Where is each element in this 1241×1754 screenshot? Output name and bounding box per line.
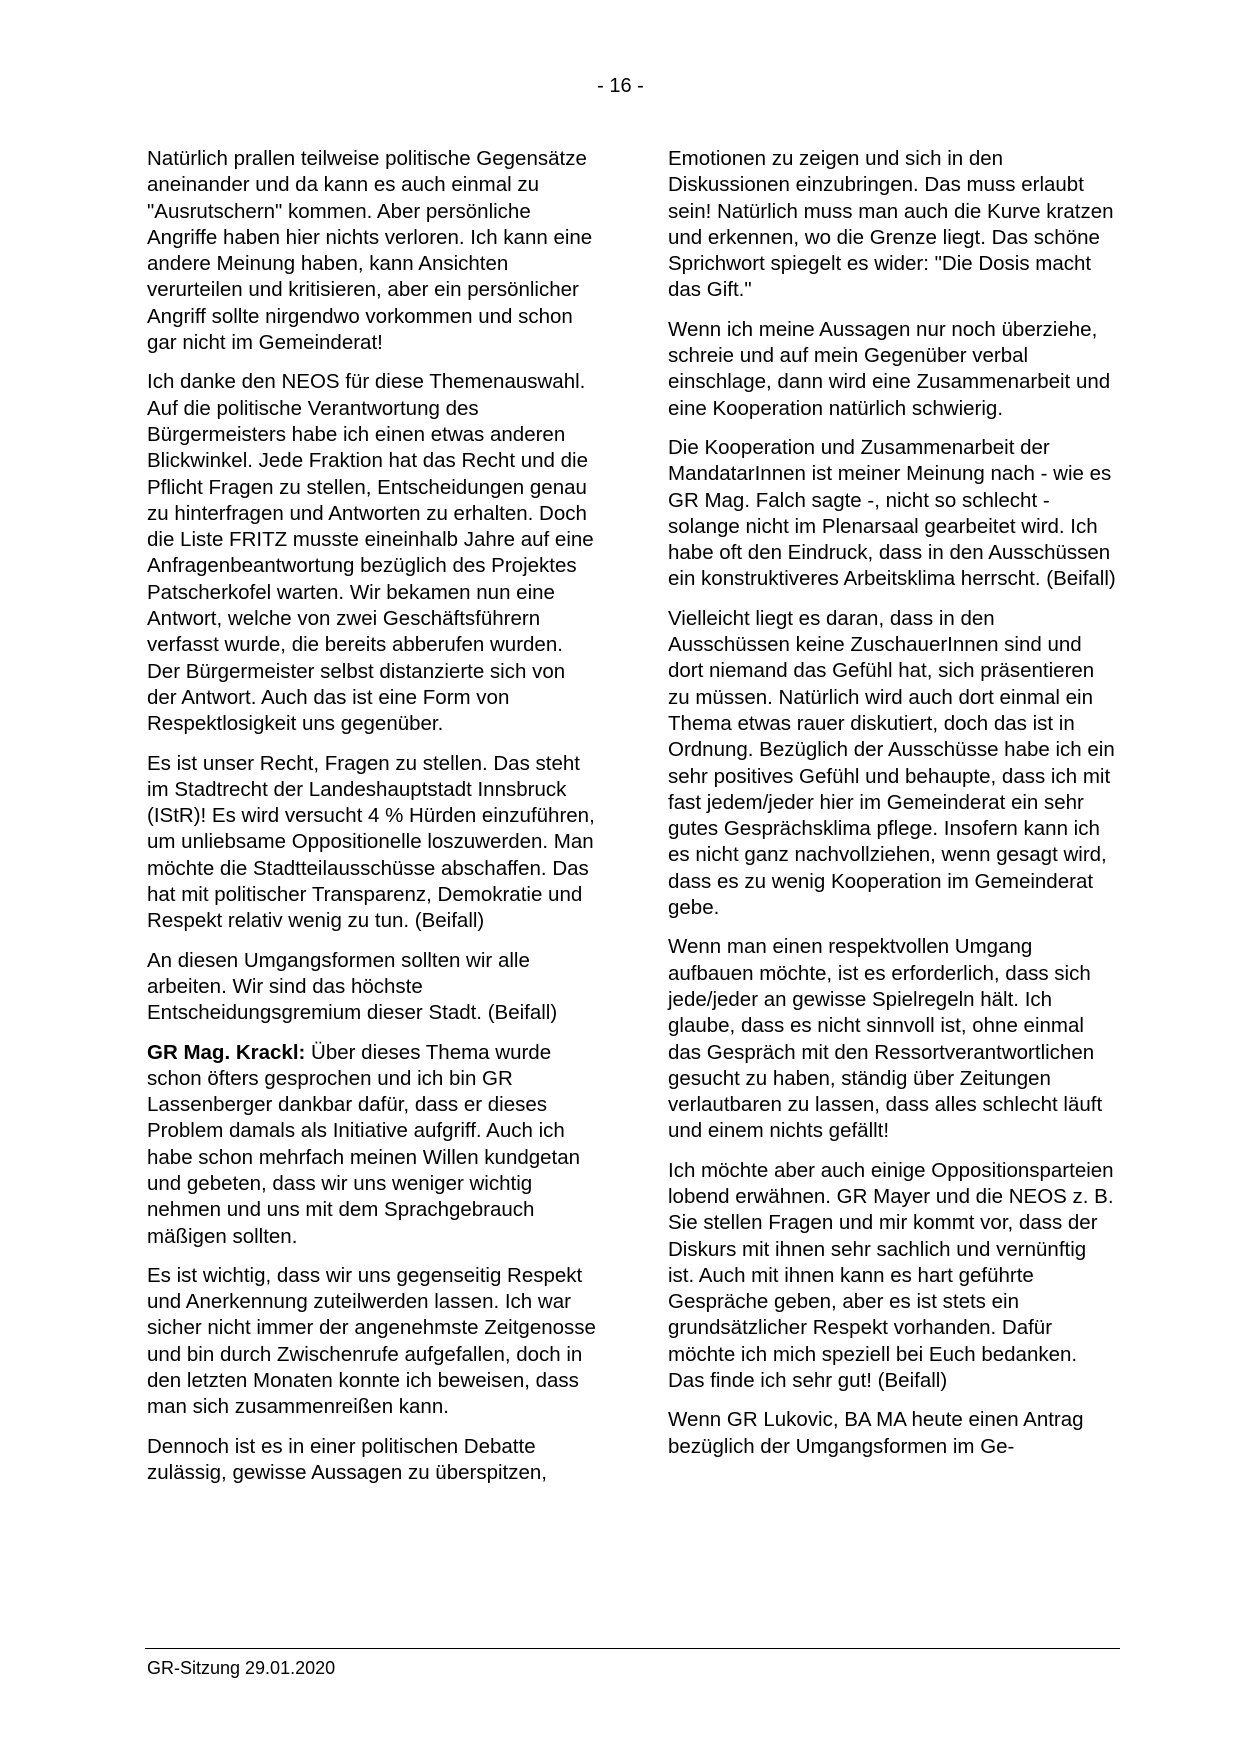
paragraph: Die Kooperation und Zusammenarbeit der MandatarInnen ist meiner Meinung nach - wie es GR Mag. Falch sagte -, nicht so schlecht - solange nicht im Plenarsaal gearbeitet wird. Ich habe oft den Eindruck, dass in den Ausschüssen ein konstruktiveres Arbeitsklima herrscht. (Beifall) bbox=[668, 435, 1116, 591]
paragraph: Ich danke den NEOS für diese Themenauswahl. Auf die politische Verantwortung des Bürgermeisters habe ich einen etwas anderen Blickwinkel. Jede Fraktion hat das Recht und die Pflicht Fragen zu stellen, Entscheidungen genau zu hinterfragen und Antworten zu erhalten. Doch die Liste FRITZ musste eineinhalb Jahre auf eine Anfragenbeantwortung bezüglich des Projektes Patscherkofel warten. Wir bekamen nun eine Antwort, welche von zwei Geschäftsführern verfasst wurde, die bereits abberufen wurden. Der Bürgermeister selbst distanzierte sich von der Antwort. Auch das ist eine Form von Respektlosigkeit uns gegenüber. bbox=[147, 370, 594, 736]
right-column bbox=[668, 146, 1118, 1473]
paragraph: Emotionen zu zeigen und sich in den Diskussionen einzubringen. Das muss erlaubt sein! Natürlich muss man auch die Kurve kratzen und erkennen, wo die Grenze liegt. Das schöne Sprichwort spiegelt es wider: "Die Dosis macht das Gift." bbox=[668, 147, 1114, 302]
left-column bbox=[147, 146, 597, 1499]
paragraph bbox=[147, 1040, 597, 1250]
paragraph: An diesen Umgangsformen sollten wir alle arbeiten. Wir sind das höchste Entscheidungsgremium dieser Stadt. (Beifall) bbox=[147, 948, 558, 1025]
paragraph: Ich möchte aber auch einige Oppositionsparteien lobend erwähnen. GR Mayer und die NEOS z. B. Sie stellen Fragen und mir kommt vor, dass der Diskurs mit ihnen sehr sachlich und vernünftig ist. Auch mit ihnen kann es hart geführte Gespräche geben, aber es ist stets ein grundsätzlicher Respekt vorhanden. Dafür möchte ich mich speziell bei Euch bedanken. Das finde ich sehr gut! (Beifall) bbox=[668, 1158, 1114, 1393]
footer-session-date: GR-Sitzung 29.01.2020 bbox=[147, 1658, 336, 1678]
speech-text: Über dieses Thema wurde schon öfters gesprochen und ich bin GR Lassenberger dankbar dafür, dass er dieses Problem damals als Initiative aufgriff. Auch ich habe schon mehrfach meinen Willen kundgetan und gebeten, dass wir uns weniger wichtig nehmen und uns mit dem Sprachgebrauch mäßigen sollten. bbox=[147, 1040, 581, 1248]
paragraph: Wenn man einen respektvollen Umgang aufbauen möchte, ist es erforderlich, dass sich jede/jeder an gewisse Spielregeln hält. Ich glaube, dass es nicht sinnvoll ist, ohne einmal das Gespräch mit den Ressortverantwortlichen gesucht zu haben, ständig über Zeitungen verlautbaren zu lassen, dass alles schlecht läuft und einem nichts gefällt! bbox=[668, 935, 1103, 1143]
footer-divider bbox=[145, 1648, 1120, 1649]
speaker-name: GR Mag. Krackl: bbox=[147, 1040, 306, 1064]
paragraph: Es ist wichtig, dass wir uns gegenseitig Respekt und Anerkennung zuteilwerden lassen. Ich war sicher nicht immer der angenehmste Zeitgenosse und bin durch Zwischenrufe aufgefallen, doch in den letzten Monaten konnte ich beweisen, dass man sich zusammenreißen kann. bbox=[147, 1263, 596, 1419]
paragraph: Natürlich prallen teilweise politische Gegensätze aneinander und da kann es auch einmal zu "Ausrutschern" kommen. Aber persönliche Angriffe haben hier nichts verloren. Ich kann eine andere Meinung haben, kann Ansichten verurteilen und kritisieren, aber ein persönlicher Angriff sollte nirgendwo vorkommen und schon gar nicht im Gemeinderat! bbox=[147, 147, 593, 355]
paragraph: Wenn GR Lukovic, BA MA heute einen Antrag bezüglich der Umgangsformen im Ge- bbox=[668, 1408, 1084, 1458]
paragraph: Wenn ich meine Aussagen nur noch überziehe, schreie und auf mein Gegenüber verbal einschlage, dann wird eine Zusammenarbeit und eine Kooperation natürlich schwierig. bbox=[668, 317, 1111, 420]
paragraph: Es ist unser Recht, Fragen zu stellen. Das steht im Stadtrecht der Landeshauptstadt Innsbruck (IStR)! Es wird versucht 4 % Hürden einzuführen, um unliebsame Oppositionelle loszuwerden. Man möchte die Stadtteilausschüsse abschaffen. Das hat mit politischer Transparenz, Demokratie und Respekt relativ wenig zu tun. (Beifall) bbox=[147, 751, 595, 933]
page-number: - 16 - bbox=[597, 75, 644, 97]
paragraph: Vielleicht liegt es daran, dass in den Ausschüssen keine ZuschauerInnen sind und dort niemand das Gefühl hat, sich präsentieren zu müssen. Natürlich wird auch dort einmal ein Thema etwas rauer diskutiert, doch das ist in Ordnung. Bezüglich der Ausschüsse habe ich ein sehr positives Gefühl und behaupte, dass ich mit fast jedem/jeder hier im Gemeinderat ein sehr gutes Gesprächsklima pflege. Insofern kann ich es nicht ganz nachvollziehen, wenn gesagt wird, dass es zu wenig Kooperation im Gemeinderat gebe. bbox=[668, 606, 1115, 920]
paragraph: Dennoch ist es in einer politischen Debatte zulässig, gewisse Aussagen zu überspitzen, bbox=[147, 1434, 547, 1484]
